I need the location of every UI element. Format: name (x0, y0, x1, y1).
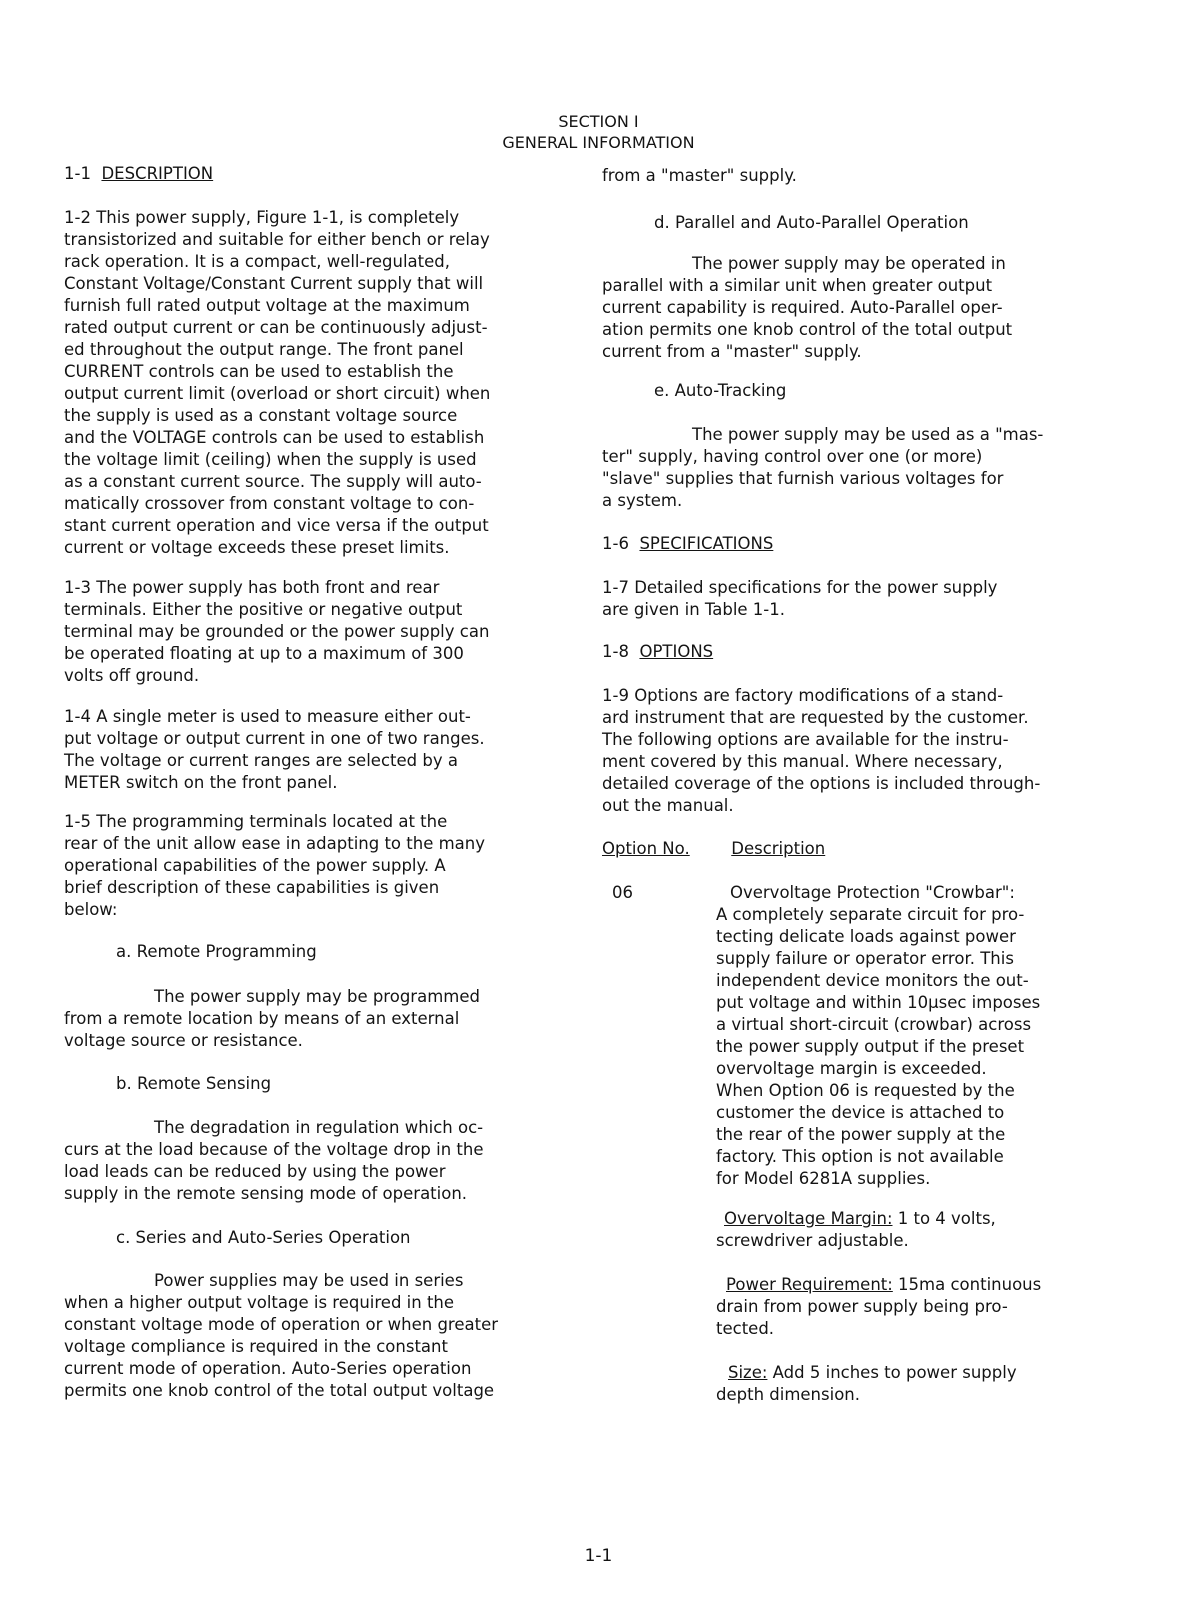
text-line: ard instrument that are requested by the customer. (602, 708, 1029, 727)
text-line: voltage source or resistance. (64, 1031, 303, 1050)
text-line: 1-7 Detailed specifications for the power supply (602, 578, 998, 597)
size-value: Add 5 inches to power supply (767, 1363, 1017, 1382)
text-line: are given in Table 1-1. (602, 600, 785, 619)
text-line: terminals. Either the positive or negative output (64, 600, 463, 619)
paragraph-1-3 (64, 577, 489, 687)
subheading-parallel-operation: d. Parallel and Auto-Parallel Operation (654, 213, 969, 232)
text-line: drain from power supply being pro- (716, 1297, 1008, 1316)
text-line: supply failure or operator error. This (716, 949, 1014, 968)
heading-number: 1-8 (602, 642, 629, 661)
text-line: "slave" supplies that furnish various voltages for (602, 469, 1004, 488)
paragraph-1-4 (64, 706, 485, 794)
text-line: customer the device is attached to (716, 1103, 1005, 1122)
text-line: ed throughout the output range. The front panel (64, 340, 464, 359)
text-line: current mode of operation. Auto-Series operation (64, 1359, 472, 1378)
power-requirement (716, 1274, 1041, 1340)
text-line: voltage compliance is required in the constant (64, 1337, 448, 1356)
text-line: detailed coverage of the options is included through- (602, 774, 1041, 793)
heading-1-6 (602, 533, 773, 555)
page-number: 1-1 (584, 1546, 613, 1566)
text-line: as a constant current source. The supply will auto- (64, 472, 482, 491)
subheading-remote-sensing: b. Remote Sensing (116, 1074, 272, 1093)
text-line: brief description of these capabilities is given (64, 878, 440, 897)
text-line: the rear of the power supply at the (716, 1125, 1006, 1144)
text-line: current capability is required. Auto-Parallel oper- (602, 298, 1003, 317)
text-line: ment covered by this manual. Where necessary, (602, 752, 1003, 771)
text-line: and the VOLTAGE controls can be used to establish (64, 428, 485, 447)
heading-title: OPTIONS (639, 642, 714, 661)
text-line: matically crossover from constant voltage to con- (64, 494, 475, 513)
text-line: load leads can be reduced by using the power (64, 1162, 446, 1181)
overvoltage-label: Overvoltage Margin: (724, 1209, 893, 1228)
text-line: put voltage and within 10μsec imposes (716, 993, 1041, 1012)
text-line: rear of the unit allow ease in adapting to the many (64, 834, 485, 853)
paragraph-auto-tracking (602, 424, 1043, 512)
text-line: be operated floating at up to a maximum of 300 (64, 644, 464, 663)
column-header-option: Option No. (602, 839, 690, 858)
paragraph-1-2 (64, 207, 490, 559)
text-line: The power supply may be programmed (154, 987, 480, 1006)
paragraph-1-9 (602, 685, 1040, 817)
overvoltage-margin (716, 1208, 996, 1252)
text-line: ter" supply, having control over one (or more) (602, 447, 983, 466)
text-line: parallel with a similar unit when greater output (602, 276, 993, 295)
text-line: a system. (602, 491, 683, 510)
text-line: The power supply may be used as a "mas- (692, 425, 1044, 444)
column-header-description: Description (731, 839, 826, 858)
text-line: screwdriver adjustable. (716, 1231, 909, 1250)
text-line: When Option 06 is requested by the (716, 1081, 1015, 1100)
text-line: overvoltage margin is exceeded. (716, 1059, 987, 1078)
text-line: The power supply may be operated in (692, 254, 1006, 273)
text-line: volts off ground. (64, 666, 200, 685)
heading-1-1 (64, 163, 213, 185)
heading-title: DESCRIPTION (101, 164, 214, 183)
heading-1-8 (602, 641, 713, 663)
power-value: 15ma continuous (892, 1275, 1042, 1294)
paragraph-1-7 (602, 577, 997, 621)
text-line: 1-2 This power supply, Figure 1-1, is completely (64, 208, 460, 227)
text-line: from a remote location by means of an external (64, 1009, 460, 1028)
text-line: 1-3 The power supply has both front and rear (64, 578, 440, 597)
text-line: for Model 6281A supplies. (716, 1169, 931, 1188)
text-line: rated output current or can be continuously adjust- (64, 318, 488, 337)
text-line: independent device monitors the out- (716, 971, 1029, 990)
paragraph-series-operation (64, 1270, 498, 1402)
text-line: operational capabilities of the power supply. A (64, 856, 446, 875)
text-line: 1-5 The programming terminals located at the (64, 812, 448, 831)
text-line: The following options are available for the instru- (602, 730, 1009, 749)
subheading-auto-tracking: e. Auto-Tracking (654, 381, 787, 400)
text-line: constant voltage mode of operation or when greater (64, 1315, 499, 1334)
text-line: below: (64, 900, 118, 919)
text-line: permits one knob control of the total output voltage (64, 1381, 495, 1400)
text-line: Constant Voltage/Constant Current supply that will (64, 274, 484, 293)
text-line: METER switch on the front panel. (64, 773, 338, 792)
section-title: GENERAL INFORMATION (502, 133, 695, 152)
text-line: a virtual short-circuit (crowbar) across (716, 1015, 1032, 1034)
text-line: Overvoltage Protection "Crowbar": (730, 883, 1015, 902)
text-line: current or voltage exceeds these preset limits. (64, 538, 450, 557)
heading-number: 1-1 (64, 164, 91, 183)
heading-title: SPECIFICATIONS (639, 534, 774, 553)
text-line: output current limit (overload or short circuit) when (64, 384, 491, 403)
text-line: CURRENT controls can be used to establish the (64, 362, 454, 381)
options-table-header (602, 838, 825, 860)
text-line: 1-4 A single meter is used to measure either out- (64, 707, 471, 726)
subheading-remote-programming: a. Remote Programming (116, 942, 317, 961)
overvoltage-value: 1 to 4 volts, (892, 1209, 996, 1228)
text-line: put voltage or output current in one of two ranges. (64, 729, 485, 748)
text-line: curs at the load because of the voltage drop in the (64, 1140, 484, 1159)
option-number: 06 (612, 883, 633, 902)
text-line: the voltage limit (ceiling) when the supply is used (64, 450, 477, 469)
text-line: stant current operation and vice versa if the output (64, 516, 489, 535)
text-line: terminal may be grounded or the power supply can (64, 622, 490, 641)
size-requirement (716, 1362, 1017, 1406)
subheading-series-operation: c. Series and Auto-Series Operation (116, 1228, 411, 1247)
text-line: furnish full rated output voltage at the maximum (64, 296, 470, 315)
text-line: ation permits one knob control of the total output (602, 320, 1013, 339)
text-line: The voltage or current ranges are selected by a (64, 751, 458, 770)
section-number: SECTION I (558, 112, 639, 131)
text-line: depth dimension. (716, 1385, 860, 1404)
text-line: supply in the remote sensing mode of operation. (64, 1184, 468, 1203)
text-line: the power supply output if the preset (716, 1037, 1025, 1056)
paragraph-remote-programming (64, 986, 480, 1052)
text-line: tected. (716, 1319, 775, 1338)
text-line: out the manual. (602, 796, 734, 815)
text-line: tecting delicate loads against power (716, 927, 1016, 946)
heading-number: 1-6 (602, 534, 629, 553)
paragraph-continued: from a "master" supply. (602, 166, 797, 185)
text-line: 1-9 Options are factory modifications of a stand- (602, 686, 1004, 705)
option-description (716, 882, 1040, 1190)
text-line: the supply is used as a constant voltage source (64, 406, 458, 425)
paragraph-1-5 (64, 811, 485, 921)
size-label: Size: (728, 1363, 768, 1382)
paragraph-remote-sensing (64, 1117, 484, 1205)
power-label: Power Requirement: (726, 1275, 893, 1294)
text-line: Power supplies may be used in series (154, 1271, 464, 1290)
text-line: A completely separate circuit for pro- (716, 905, 1025, 924)
text-line: factory. This option is not available (716, 1147, 1004, 1166)
text-line: current from a "master" supply. (602, 342, 862, 361)
text-line: when a higher output voltage is required in the (64, 1293, 455, 1312)
text-line: transistorized and suitable for either bench or relay (64, 230, 490, 249)
text-line: rack operation. It is a compact, well-regulated, (64, 252, 451, 271)
text-line: The degradation in regulation which oc- (154, 1118, 484, 1137)
section-header (0, 111, 1197, 153)
paragraph-parallel-operation (602, 253, 1012, 363)
